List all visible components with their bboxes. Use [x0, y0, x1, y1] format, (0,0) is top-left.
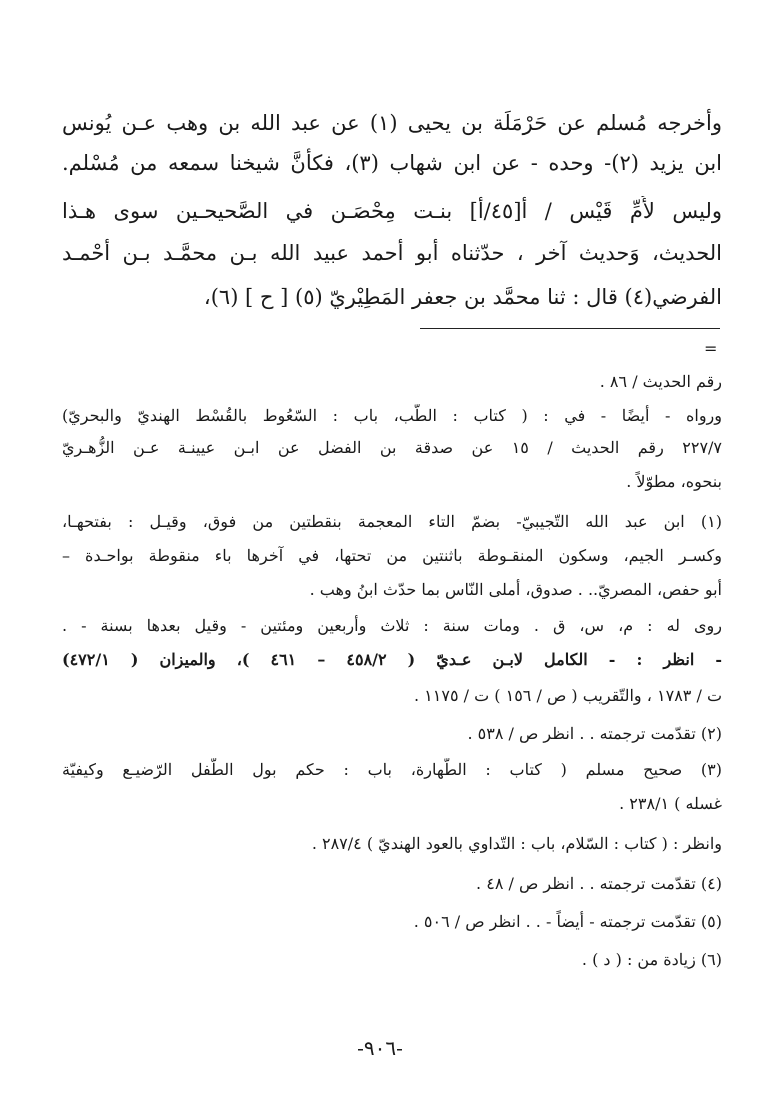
footnote-continuation-marker: = — [704, 339, 718, 358]
main-text-line: وليس لأُمِّ قَيْس / أ[٤٥/أ] بنـت مِحْصَـن في الصَّحيحـين سوى هـذا — [62, 199, 722, 223]
footnote-line: - انظر : - الكامل لابـن عـديّ ( ٤٥٨/٢ – ٤٦١ )، والميزان ( ٤٧٢/١) — [62, 650, 722, 669]
main-text-line: وأخرجه مُسلم عن حَرْمَلَة بن يحيى (١) عن عبد الله بن وهب عـن يُونس — [62, 111, 722, 135]
footnote-line: وانظر : ( كتاب : السّلام، باب : التّداوي بالعود الهنديّ ) ٢٨٧/٤ . — [311, 834, 722, 853]
footnote-line: ورواه - أيضًا - في : ( كتاب : الطّب، باب : السّعُوط بالقُسْط الهنديّ والبحريّ) — [62, 406, 722, 425]
footnote-line: أبو حفص، المصريّ.. . صدوق، أملى النّاس بما حدّث ابنُ وهب . — [309, 580, 722, 599]
footnote-line: ٢٢٧/٧ رقم الحديث / ١٥ عن صدقة بن الفضل عن ابـن عيينـة عـن الزُّهـريّ — [62, 438, 722, 457]
footnote-line: (٢) تقدّمت ترجمته . . انظر ص / ٥٣٨ . — [467, 724, 722, 743]
main-text-line: الفرضي(٤) قال : ثنا محمَّد بن جعفر المَطِيْريّ (٥) [ ح ] (٦)، — [203, 285, 722, 309]
footnote-line: وكسـر الجيم، وسكون المنقـوطة باثنتين من تحتها، في آخرها باء منقوطة بواحـدة – — [62, 546, 722, 565]
footnote-line: (٣) صحيح مسلم ( كتاب : الطّهارة، باب : حكم بول الطّفل الرّضيـع وكيفيّة — [62, 760, 722, 779]
footnote-line: غسله ) ٢٣٨/١ . — [619, 794, 722, 813]
footnote-line: (٦) زيادة من : ( د ) . — [581, 950, 722, 969]
footnote-line: بنحوه، مطوّلاً . — [626, 472, 722, 491]
main-text-line: الحديث، وَحديث آخر ، حدّثناه أبو أحمد عبيد الله بـن محمَّـد بـن أحْمـد — [62, 241, 722, 265]
footnote-line: ت / ١٧٨٣ ، والتّقريب ( ص / ١٥٦ ) ت / ١١٧٥ . — [414, 686, 722, 705]
footnote-divider — [420, 328, 720, 329]
footnote-line: (٥) تقدّمت ترجمته - أيضاً - . . انظر ص / ٥٠٦ . — [413, 912, 722, 931]
footnote-line: رقم الحديث / ٨٦ . — [599, 372, 722, 391]
main-text-line: ابن يزيد (٢)- وحده - عن ابن شهاب (٣)، فكأنَّ شيخنا سمعه من مُسْلم. — [62, 151, 722, 175]
footnote-line: (١) ابن عبد الله التّجيبيّ- بضمّ التاء المعجمة بنقطتين من فوق، وقيـل : بفتحهـا، — [62, 512, 722, 531]
footnote-line: (٤) تقدّمت ترجمته . . انظر ص / ٤٨ . — [476, 874, 722, 893]
page-number: -٩٠٦- — [357, 1036, 403, 1060]
footnote-line: روى له : م، س، ق . ومات سنة : ثلاث وأربعين ومئتين - وقيل بعدها بسنة - . — [62, 616, 722, 635]
